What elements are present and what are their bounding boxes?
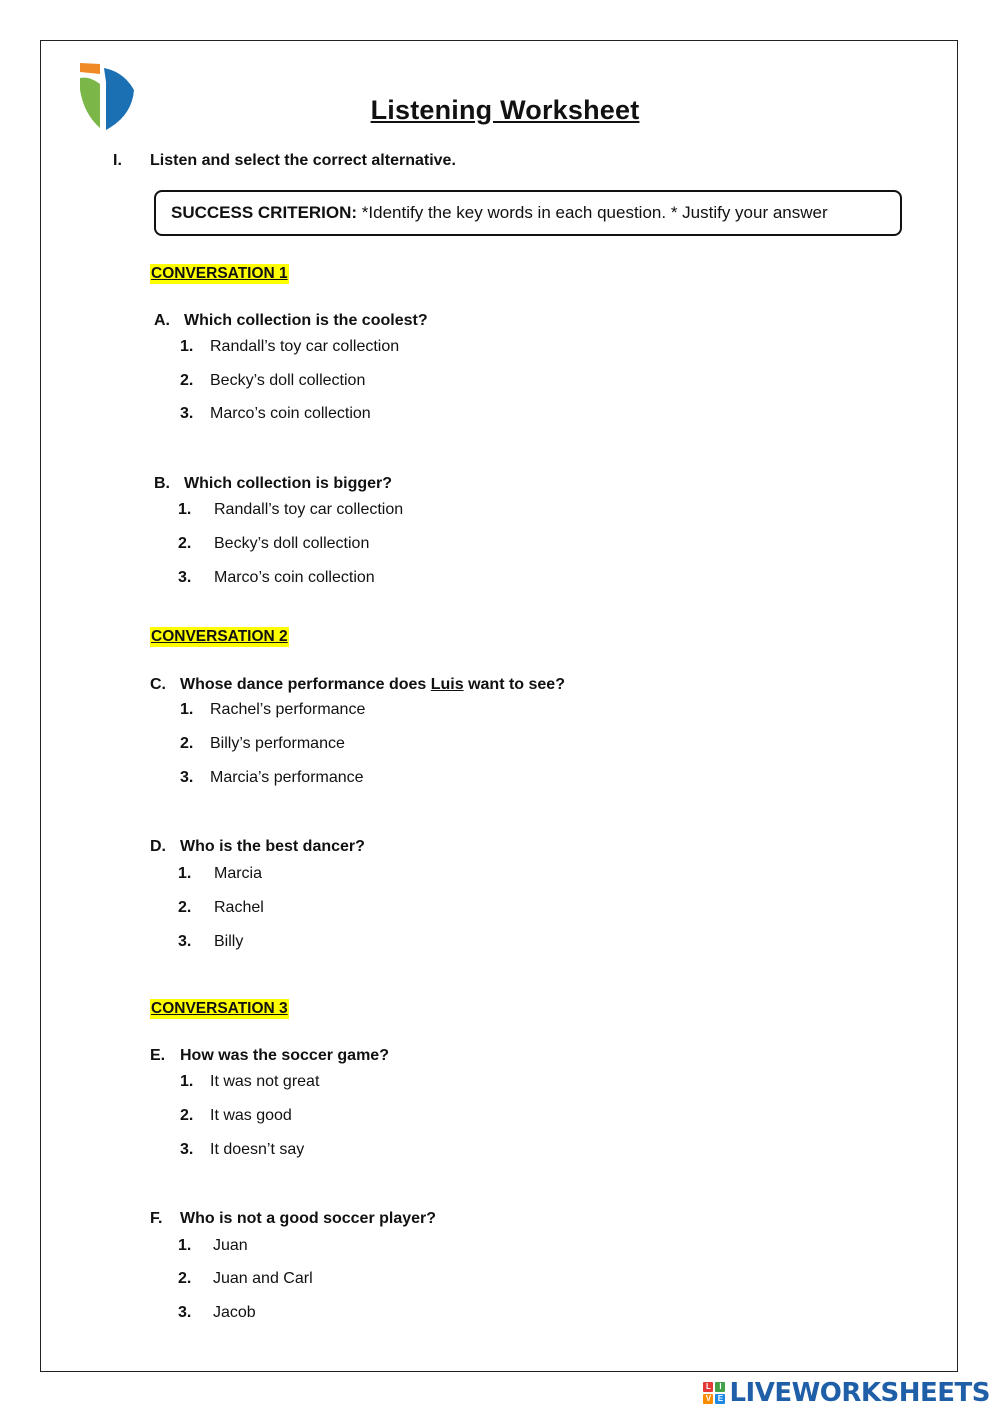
liveworksheets-logo-icon: L I V E xyxy=(703,1382,725,1404)
conversation-heading: CONVERSATION 1 xyxy=(151,265,288,282)
option-number: 2. xyxy=(178,899,192,916)
option-text: Randall’s toy car collection xyxy=(210,338,400,355)
question-letter: C. xyxy=(150,676,166,693)
option-text: Marco’s coin collection xyxy=(214,569,375,586)
answer-option[interactable] xyxy=(178,500,403,520)
option-number: 3. xyxy=(178,933,192,950)
answer-option[interactable] xyxy=(180,337,399,357)
section-instruction xyxy=(113,152,456,170)
question-letter: D. xyxy=(150,838,166,855)
option-text: Jacob xyxy=(213,1304,256,1321)
option-number: 2. xyxy=(178,1270,192,1287)
option-text: Marco’s coin collection xyxy=(210,405,371,422)
option-text: Juan and Carl xyxy=(213,1270,313,1287)
option-number: 2. xyxy=(180,1107,194,1124)
option-number: 3. xyxy=(180,1141,194,1158)
option-number: 1. xyxy=(180,701,194,718)
option-number: 1. xyxy=(178,501,192,518)
question-text: Which collection is the coolest? xyxy=(184,312,428,329)
answer-option[interactable] xyxy=(178,1236,248,1256)
answer-option[interactable] xyxy=(178,864,262,884)
answer-option[interactable] xyxy=(180,768,364,788)
conversation-heading: CONVERSATION 3 xyxy=(151,1000,288,1017)
question xyxy=(150,1209,436,1229)
section-number: I. xyxy=(113,152,122,169)
answer-option[interactable] xyxy=(180,371,365,391)
option-number: 1. xyxy=(178,865,192,882)
conversation-heading: CONVERSATION 2 xyxy=(151,628,288,645)
option-text: Randall’s toy car collection xyxy=(214,501,404,518)
option-text: Becky’s doll collection xyxy=(210,372,366,389)
question-letter: A. xyxy=(154,312,170,329)
option-number: 3. xyxy=(180,769,194,786)
worksheet-frame xyxy=(40,40,958,1372)
option-text: It doesn’t say xyxy=(210,1141,305,1158)
answer-option[interactable] xyxy=(180,1106,292,1126)
option-text: Marcia’s performance xyxy=(210,769,364,786)
option-text: It was not great xyxy=(210,1073,320,1090)
page-title: Listening Worksheet xyxy=(370,95,640,125)
question-text: Who is not a good soccer player? xyxy=(180,1210,437,1227)
option-number: 1. xyxy=(180,338,194,355)
answer-option[interactable] xyxy=(178,568,375,588)
section-text: Listen and select the correct alternative. xyxy=(150,152,456,169)
option-text: Rachel’s performance xyxy=(210,701,366,718)
question xyxy=(150,675,565,695)
answer-option[interactable] xyxy=(178,534,369,554)
answer-option[interactable] xyxy=(180,734,345,754)
question-text: Which collection is bigger? xyxy=(184,475,393,492)
answer-option[interactable] xyxy=(178,1269,313,1289)
option-text: It was good xyxy=(210,1107,292,1124)
question xyxy=(154,311,428,331)
question-underlined-word: Luis xyxy=(430,676,464,693)
option-number: 2. xyxy=(178,535,192,552)
question xyxy=(154,474,392,494)
option-number: 3. xyxy=(180,405,194,422)
option-text: Becky’s doll collection xyxy=(214,535,370,552)
criterion-text: *Identify the key words in each question. * Justify your answer xyxy=(357,203,828,222)
question xyxy=(150,837,365,857)
option-number: 3. xyxy=(178,1304,192,1321)
option-number: 1. xyxy=(180,1073,194,1090)
option-text: Rachel xyxy=(214,899,264,916)
option-text: Marcia xyxy=(214,865,263,882)
brand-name: LIVEWORKSHEETS xyxy=(729,1378,990,1408)
answer-option[interactable] xyxy=(180,1072,319,1092)
answer-option[interactable] xyxy=(180,404,371,424)
question-text: Who is the best dancer? xyxy=(180,838,365,855)
answer-option[interactable] xyxy=(178,1303,256,1323)
option-text: Billy xyxy=(214,933,244,950)
success-criterion-box xyxy=(154,190,902,236)
question-text: Whose dance performance does xyxy=(180,676,431,693)
question-text-end: want to see? xyxy=(463,676,565,693)
answer-option[interactable] xyxy=(180,700,365,720)
option-number: 2. xyxy=(180,735,194,752)
answer-option[interactable] xyxy=(180,1140,304,1160)
answer-option[interactable] xyxy=(178,898,264,918)
liveworksheets-footer xyxy=(703,1377,990,1409)
answer-option[interactable] xyxy=(178,932,243,952)
question-letter: E. xyxy=(150,1047,166,1064)
question xyxy=(150,1046,389,1066)
option-text: Juan xyxy=(213,1237,248,1254)
criterion-label: SUCCESS CRITERION: xyxy=(171,203,358,222)
question-letter: B. xyxy=(154,475,170,492)
option-number: 2. xyxy=(180,372,194,389)
option-number: 3. xyxy=(178,569,192,586)
question-text: How was the soccer game? xyxy=(180,1047,389,1064)
question-letter: F. xyxy=(150,1210,163,1227)
option-number: 1. xyxy=(178,1237,192,1254)
option-text: Billy’s performance xyxy=(210,735,345,752)
